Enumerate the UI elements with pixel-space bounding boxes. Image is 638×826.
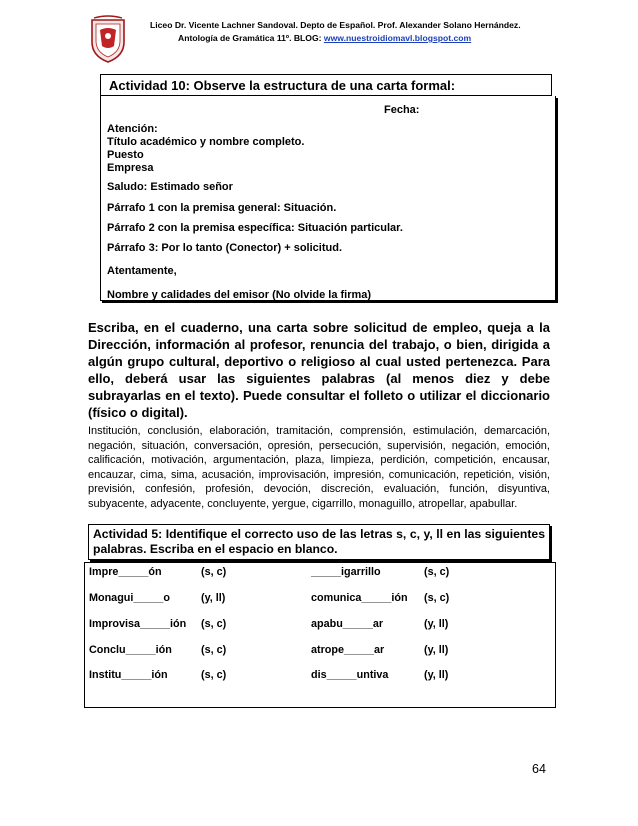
- fecha-label: Fecha:: [384, 104, 420, 116]
- activity5-title: Actividad 5: Identifique el correcto uso de las letras s, c, y, ll en las siguientes palabras. Escriba en el espacio en blanco.: [88, 524, 550, 560]
- exercise-word: atrope_____ar: [311, 644, 385, 656]
- empresa-line: Empresa: [107, 162, 154, 174]
- firma-line: Nombre y calidades del emisor (No olvide la firma): [107, 289, 372, 301]
- parrafo2-line: Párrafo 2 con la premisa específica: Situación particular.: [107, 222, 403, 234]
- header-school-line: Liceo Dr. Vicente Lachner Sandoval. Depto de Español. Prof. Alexander Solano Hernández.: [150, 20, 521, 30]
- exercise-word: _____igarrillo: [311, 566, 381, 578]
- header-anthology-text: Antología de Gramática 11º. BLOG:: [178, 33, 324, 43]
- exercise-word: Impre_____ón: [89, 566, 162, 578]
- formal-letter-structure: [100, 96, 556, 301]
- despedida-line: Atentamente,: [107, 265, 177, 277]
- exercise-word: apabu_____ar: [311, 618, 384, 630]
- activity10-title: Actividad 10: Observe la estructura de una carta formal:: [100, 74, 552, 96]
- exercise-word: Conclu_____ión: [89, 644, 172, 656]
- exercise-options: (s, c): [201, 669, 227, 681]
- exercise-options: (y, ll): [424, 644, 449, 656]
- exercise-word: dis_____untiva: [311, 669, 389, 681]
- blog-link[interactable]: www.nuestroidiomavl.blogspot.com: [323, 33, 472, 43]
- atencion-label: Atención:: [107, 123, 158, 135]
- exercise-options: (y, ll): [424, 669, 449, 681]
- exercise-options: (s, c): [424, 566, 450, 578]
- page-number: 64: [532, 762, 546, 776]
- exercise-options: (y, ll): [424, 618, 449, 630]
- instructions-paragraph: Escriba, en el cuaderno, una carta sobre solicitud de empleo, queja a la Dirección, información al profesor, renuncia del trabajo, o bien, dirigida a algún grupo cultural, deportivo o religioso al cual usted pertenezca. Para ello, deberá usar las siguientes palabras (al menos diez y debe subrayarlas en el texto). Puede consultar el folleto o utilizar el diccionario (físico o digital).: [88, 320, 550, 420]
- saludo-line: Saludo: Estimado señor: [107, 181, 233, 193]
- exercise-options: (s, c): [424, 592, 450, 604]
- activity5-exercise-table: [84, 562, 556, 708]
- exercise-options: (s, c): [201, 644, 227, 656]
- exercise-options: (s, c): [201, 566, 227, 578]
- word-list-paragraph: Institución, conclusión, elaboración, tramitación, comprensión, estimulación, demarcación, negación, situación, conversación, opresión, persecución, supervisión, negación, emoción, calificación, motivación, argumentación, plaza, limpieza, perdición, competición, encausar, encauzar, cima, sima, acusación, improvisación, impresión, comunicación, repetición, visión, previsión, confesión, profesión, devoción, discreción, evaluación, función, disyuntiva, subyacente, adyacente, concluyente, yergue, cigarrillo, monaguillo, atropellar, apabullar.: [88, 425, 550, 510]
- parrafo3-line: Párrafo 3: Por lo tanto (Conector) + solicitud.: [107, 242, 342, 254]
- exercise-word: Institu_____ión: [89, 669, 168, 681]
- parrafo1-line: Párrafo 1 con la premisa general: Situación.: [107, 202, 337, 214]
- exercise-word: Monagui_____o: [89, 592, 170, 604]
- exercise-options: (s, c): [201, 618, 227, 630]
- exercise-word: comunica_____ión: [311, 592, 408, 604]
- header-anthology-line: [178, 33, 471, 43]
- exercise-options: (y, ll): [201, 592, 226, 604]
- titulo-line: Título académico y nombre completo.: [107, 136, 305, 148]
- exercise-word: Improvisa_____ión: [89, 618, 187, 630]
- school-crest-logo: [88, 14, 128, 64]
- puesto-line: Puesto: [107, 149, 144, 161]
